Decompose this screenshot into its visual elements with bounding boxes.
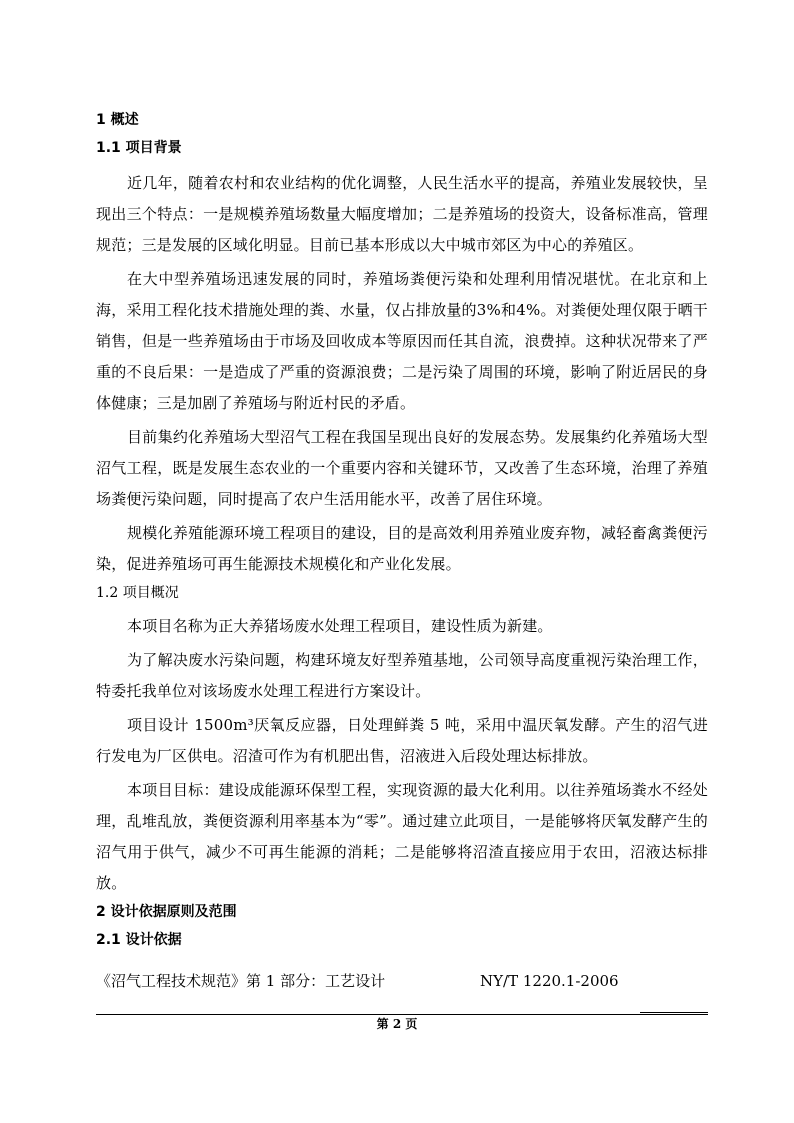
footer-divider (96, 1014, 708, 1015)
document-page (96, 110, 708, 998)
paragraph: 本项目名称为正大养猪场废水处理工程项目，建设性质为新建。 (127, 617, 553, 635)
paragraph: 目前集约化养殖场大型沼气工程在我国呈现出良好的发展态势。发展集约化养殖场大型沼气工程，既是发展生态农业的一个重要内容和关键环节，又改善了生态环境，治理了养殖场粪便污染问题，同时提高了农户生活用能水平，改善了居住环境。 (96, 428, 708, 508)
section-1-1-heading: 1.1 项目背景 (96, 140, 182, 156)
standard-name: 《沼气工程技术规范》第 1 部分：工艺设计 (96, 972, 386, 990)
section-2-heading: 2 设计依据原则及范围 (96, 904, 237, 920)
section-2-1-heading: 2.1 设计依据 (96, 932, 182, 948)
paragraph: 为了解决废水污染问题，构建环境友好型养殖基地，公司领导高度重视污染治理工作，特委托我单位对该场废水处理工程进行方案设计。 (96, 651, 708, 700)
footer-divider-accent (640, 1012, 708, 1013)
standard-reference (96, 964, 708, 998)
page-number: 第 2 页 (376, 1017, 418, 1031)
paragraph: 近几年，随着农村和农业结构的优化调整，人民生活水平的提高，养殖业发展较快，呈现出三个特点：一是规模养殖场数量大幅度增加；二是养殖场的投资大，设备标准高，管理规范；三是发展的区域化明显。目前已基本形成以大中城市郊区为中心的养殖区。 (96, 174, 708, 254)
section-1-2-heading: 1.2 项目概况 (96, 585, 179, 601)
standard-code: NY/T 1220.1-2006 (480, 972, 619, 990)
paragraph: 本项目目标：建设成能源环保型工程，实现资源的最大化利用。以往养殖场粪水不经处理，乱堆乱放，粪便资源利用率基本为“零”。通过建立此项目，一是能够将厌氧发酵产生的沼气用于供气，减少不可再生能源的消耗；二是能够将沼渣直接应用于农田，沼液达标排放。 (96, 781, 708, 892)
paragraph: 项目设计 1500m³厌氧反应器，日处理鲜粪 5 吨，采用中温厌氧发酵。产生的沼气进行发电为厂区供电。沼渣可作为有机肥出售，沼液进入后段处理达标排放。 (96, 716, 708, 765)
section-1-heading: 1 概述 (96, 112, 139, 128)
paragraph: 规模化养殖能源环境工程项目的建设，目的是高效利用养殖业废弃物，减轻畜禽粪便污染，促进养殖场可再生能源技术规模化和产业化发展。 (96, 524, 708, 573)
paragraph: 在大中型养殖场迅速发展的同时，养殖场粪便污染和处理利用情况堪忧。在北京和上海，采用工程化技术措施处理的粪、水量，仅占排放量的3%和4%。对粪便处理仅限于晒干销售，但是一些养殖场由于市场及回收成本等原因而任其自流，浪费掉。这种状况带来了严重的不良后果：一是造成了严重的资源浪费；二是污染了周围的环境，影响了附近居民的身体健康；三是加剧了养殖场与附近村民的矛盾。 (96, 270, 708, 412)
